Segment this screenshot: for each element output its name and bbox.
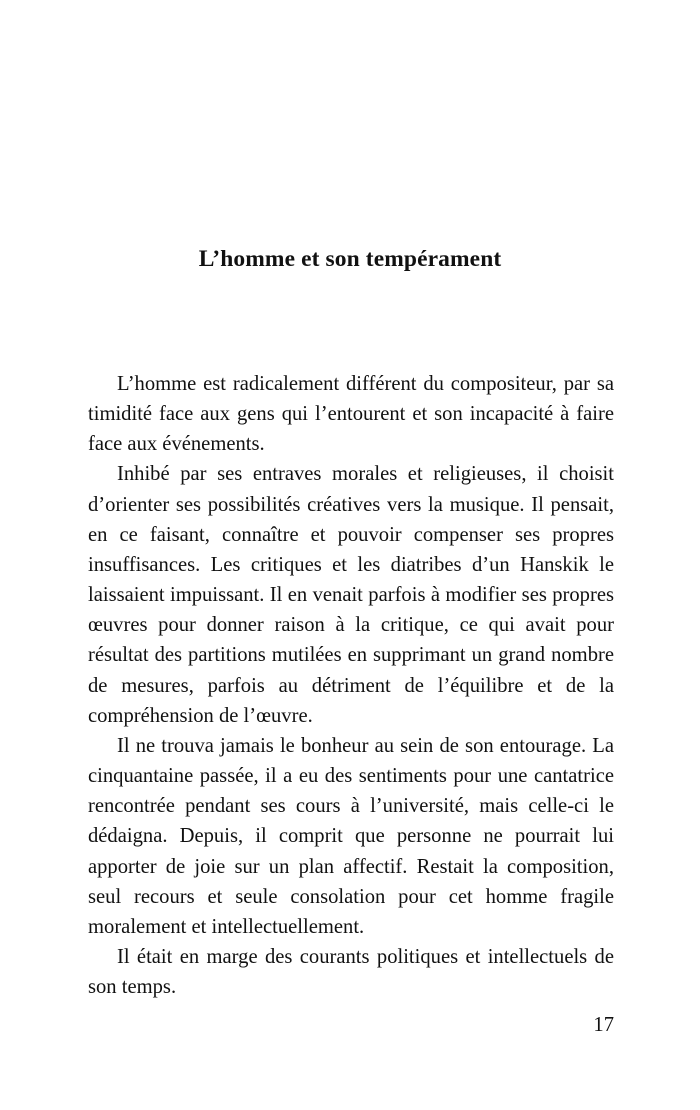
body-text xyxy=(88,369,614,1002)
paragraph-4: Il était en marge des courants politiques et intellectuels de son temps. xyxy=(88,945,614,999)
chapter-title: L’homme et son tempérament xyxy=(198,246,502,272)
paragraph-1: L’homme est radicalement différent du compositeur, par sa timidité face aux gens qui l’entourent et son incapacité à faire face aux événements. xyxy=(88,373,614,456)
paragraph-2: Inhibé par ses entraves morales et religieuses, il choisit d’orienter ses possibilités créatives vers la musique. Il pensait, en ce faisant, connaître et pouvoir compenser ses propres insuffisances. Les critiques et les diatribes d’un Hanskik le laissaient impuissant. Il en venait parfois à modifier ses propres œuvres pour donner raison à la critique, ce qui avait pour résultat des partitions mutilées en supprimant un grand nombre de mesures, parfois au détriment de l’équilibre et de la compréhension de l’œuvre. xyxy=(88,463,614,727)
page-number: 17 xyxy=(593,1014,614,1036)
paragraph-3: Il ne trouva jamais le bonheur au sein de son entourage. La cinquantaine passée, il a eu des sentiments pour une cantatrice rencontrée pendant ses cours à l’université, mais celle-ci le dédaigna. Depuis, il comprit que personne ne pourrait lui apporter de joie sur un plan affectif. Restait la composition, seul recours et seule consolation pour cet homme fragile moralement et intellectuellement. xyxy=(88,734,614,938)
